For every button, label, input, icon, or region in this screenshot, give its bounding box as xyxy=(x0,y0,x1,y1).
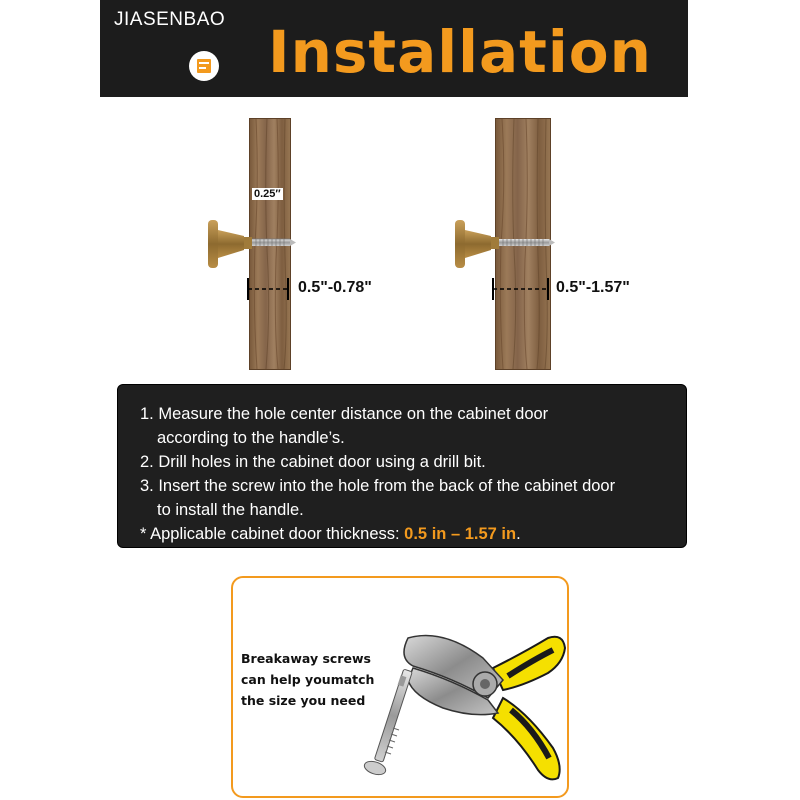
door-thickness-range-thick: 0.5"-1.57" xyxy=(556,279,630,296)
step-2: 2. Drill holes in the cabinet door using a drill bit. xyxy=(140,453,486,471)
step-3-line-1: 3. Insert the screw into the hole from the back of the cabinet door xyxy=(140,477,616,495)
caption-line-2: can help youmatch xyxy=(241,672,375,687)
door-thickness-range-thin: 0.5"-0.78" xyxy=(298,279,372,296)
instructions-list xyxy=(140,402,615,546)
handle-and-screw-icon xyxy=(445,118,645,368)
handle-and-screw-icon xyxy=(200,118,400,368)
board-width-label: 0.25″ xyxy=(254,188,281,200)
note-value: 0.5 in – 1.57 in xyxy=(404,525,517,543)
brand-name: JIASENBAO xyxy=(114,9,226,30)
header-banner xyxy=(100,0,688,97)
note-prefix: * Applicable cabinet door thickness: xyxy=(140,525,405,543)
caption-line-1: Breakaway screws xyxy=(241,651,371,666)
page-title: Installation xyxy=(268,18,652,86)
step-3-line-2: to install the handle. xyxy=(157,501,304,519)
caption-line-3: the size you need xyxy=(241,693,366,708)
note-suffix: . xyxy=(516,525,521,543)
thickness-note xyxy=(140,522,615,546)
step-1-line-1: 1. Measure the hole center distance on the cabinet door xyxy=(140,405,549,423)
step-1-line-2: according to the handle’s. xyxy=(157,429,345,447)
brand-logo-icon xyxy=(189,51,219,81)
instructions-panel xyxy=(117,384,687,548)
breakaway-screw-section xyxy=(231,576,569,798)
pliers-icon xyxy=(353,618,567,794)
